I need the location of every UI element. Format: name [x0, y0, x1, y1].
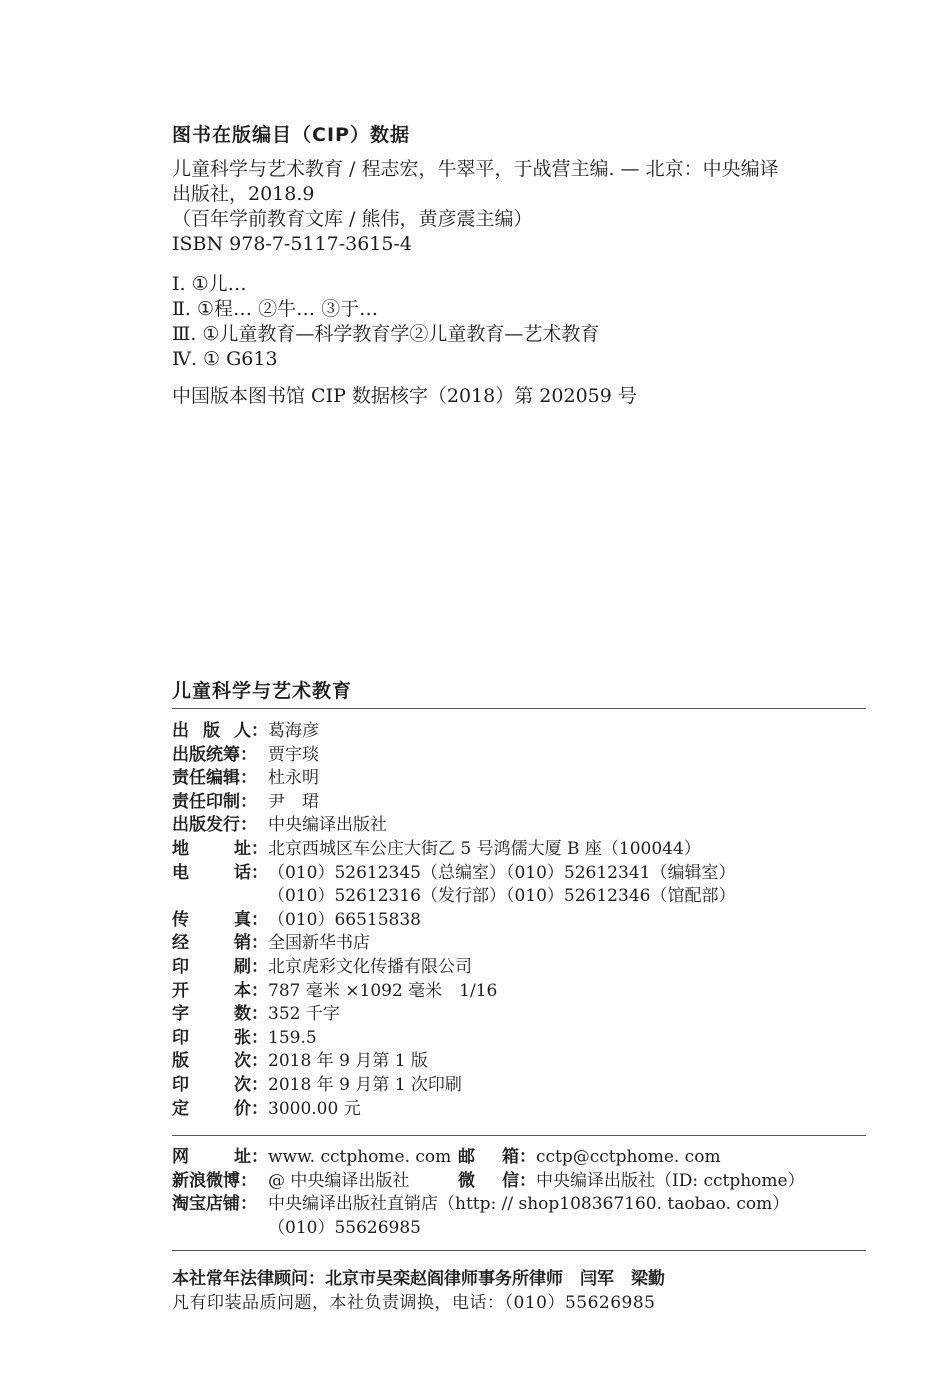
info-value: 北京西城区车公庄大街乙 5 号鸿儒大厦 B 座（100044） [268, 838, 701, 859]
info-value: （010）52612345（总编室）（010）52612341（编辑室） [268, 862, 736, 883]
info-row-printing-supervisor [172, 791, 735, 815]
info-value: （010）52612316（发行部）（010）52612346（馆配部） [268, 886, 736, 907]
isbn: ISBN 978-7-5117-3615-4 [172, 233, 412, 255]
cip-heading: 图书在版编目（CIP）数据 [172, 124, 410, 146]
contact-info [172, 1146, 805, 1240]
cip-line: 出版社，2018.9 [172, 183, 315, 205]
cip-check-number: 中国版本图书馆 CIP 数据核字（2018）第 202059 号 [172, 385, 637, 407]
email-link[interactable]: cctp@cctphome. com [536, 1147, 721, 1167]
cip-line: （百年学前教育文库 / 熊伟，黄彦震主编） [172, 208, 533, 230]
classification-item: Ⅱ. ①程… ②牛… ③于… [172, 298, 379, 320]
website-link[interactable]: www. cctphome. com [268, 1147, 452, 1167]
info-label: 责任编辑： [172, 768, 257, 789]
contact-label: 淘宝店铺： [172, 1194, 257, 1215]
info-label: 定 价： [172, 1098, 268, 1119]
publication-info [172, 720, 735, 1121]
info-row-fax [172, 909, 735, 933]
info-value: 787 毫米 ×1092 毫米 1/16 [268, 980, 498, 1001]
info-label: 出版统筹： [172, 744, 257, 765]
info-row-phone [172, 862, 735, 886]
quality-notice: 凡有印装品质问题，本社负责调换，电话：（010）55626985 [172, 1293, 656, 1313]
info-label: 传 真： [172, 909, 268, 930]
info-row-publisher-person [172, 720, 735, 744]
info-row-format [172, 980, 735, 1004]
divider [172, 708, 866, 709]
info-value: 北京虎彩文化传播有限公司 [268, 956, 472, 977]
classification-item: Ⅲ. ①儿童教育—科学教育学②儿童教育—艺术教育 [172, 323, 600, 345]
info-value: 3000.00 元 [268, 1098, 361, 1119]
info-row-edition [172, 1050, 735, 1074]
info-row-coordinator [172, 744, 735, 768]
contact-row-taobao [172, 1193, 805, 1217]
classification-list [172, 272, 599, 372]
weibo-value: @ 中央编译出版社 [268, 1170, 410, 1191]
divider [172, 1135, 866, 1136]
legal-counsel: 本社常年法律顾问：北京市吴栾赵阎律师事务所律师 闫军 梁勤 [172, 1269, 665, 1289]
cip-record [172, 157, 862, 257]
info-row-words [172, 1003, 735, 1027]
classification-item: Ⅰ. ①儿… [172, 273, 247, 295]
classification-item: Ⅳ. ① G613 [172, 348, 278, 370]
info-label: 出 版 人： [172, 721, 268, 741]
contact-row-weibo-wechat [172, 1170, 805, 1194]
info-row-impression [172, 1074, 735, 1098]
info-row-distributor [172, 814, 735, 838]
info-label: 版 次： [172, 1051, 268, 1072]
info-row-printer [172, 956, 735, 980]
info-value: 全国新华书店 [268, 933, 370, 954]
contact-row-taobao-phone [172, 1217, 805, 1241]
info-value: 2018 年 9 月第 1 次印刷 [268, 1074, 462, 1095]
info-label: 出版发行： [172, 815, 257, 836]
info-label: 责任印制： [172, 791, 257, 812]
contact-label: 微 信： [458, 1170, 536, 1191]
taobao-phone: （010）55626985 [268, 1217, 421, 1238]
info-label: 经 销： [172, 933, 268, 954]
info-row-editor [172, 767, 735, 791]
info-value: 贾宇琰 [268, 744, 319, 765]
info-value: 159.5 [268, 1027, 317, 1048]
info-value: 中央编译出版社 [268, 815, 387, 836]
info-label: 印 刷： [172, 956, 268, 977]
info-row-address [172, 838, 735, 862]
info-label: 字 数： [172, 1004, 268, 1025]
info-label: 印 张： [172, 1027, 268, 1048]
contact-label: 网 址： [172, 1147, 268, 1167]
cip-line: 儿童科学与艺术教育 / 程志宏，牛翠平，于战营主编. — 北京：中央编译 [172, 158, 779, 180]
info-label: 开 本： [172, 980, 268, 1001]
info-label: 电 话： [172, 862, 268, 883]
contact-label: 邮 箱： [458, 1147, 536, 1167]
contact-label: 新浪微博： [172, 1170, 257, 1191]
info-value: 2018 年 9 月第 1 版 [268, 1051, 428, 1072]
book-title: 儿童科学与艺术教育 [172, 680, 353, 702]
info-row-sales [172, 932, 735, 956]
info-row-price [172, 1098, 735, 1122]
info-value: 杜永明 [268, 768, 319, 789]
info-label: 地 址： [172, 838, 268, 859]
divider [172, 1250, 866, 1251]
info-value: 葛海彦 [268, 721, 319, 741]
wechat-value: 中央编译出版社（ID: cctphome） [536, 1170, 805, 1191]
contact-row-site-email [172, 1146, 805, 1170]
info-row-sheets [172, 1027, 735, 1051]
info-value: 尹 珺 [268, 791, 319, 812]
info-row-phone-cont [172, 885, 735, 909]
taobao-link[interactable]: 中央编译出版社直销店（http: // shop108367160. taobao. com） [268, 1194, 790, 1215]
info-value: 352 千字 [268, 1004, 340, 1025]
info-value: （010）66515838 [268, 909, 421, 930]
info-label: 印 次： [172, 1074, 268, 1095]
